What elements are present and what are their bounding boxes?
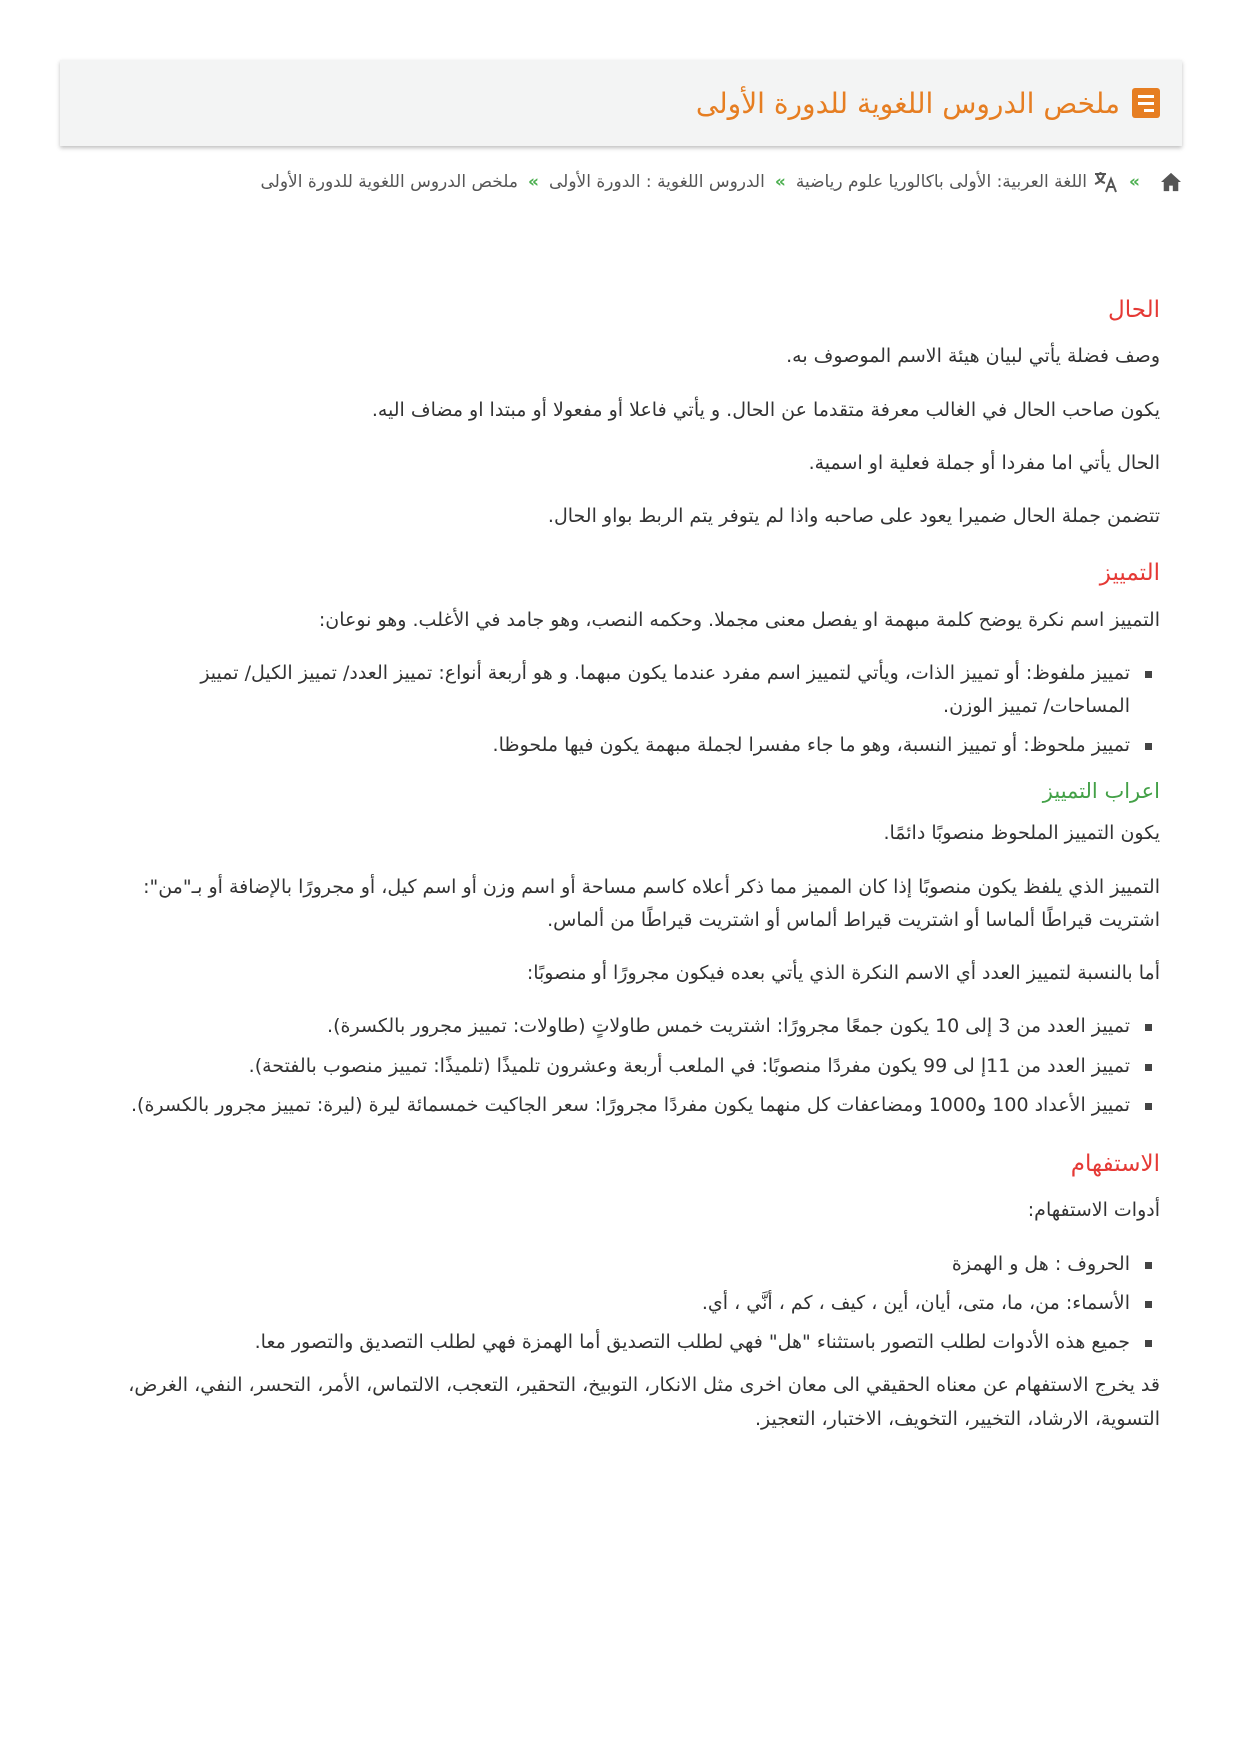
list-item: تمييز العدد من 11إ لى 99 يكون مفردًا منصوبًا: في الملعب أربعة وعشرون تلميذًا (تلميذًا: تمييز منصوب بالفتحة).	[110, 1050, 1130, 1083]
i3rab-paragraph: التمييز الذي يلفظ يكون منصوبًا إذا كان المميز مما ذكر أعلاه كاسم مساحة أو اسم وزن أو اسم كيل، أو مجرورًا بالإضافة أو بـ"من": اشتريت قيراطًا ألماسا أو اشتريت قيراط ألماس أو اشتريت قيراطًا من ألماس.	[143, 875, 1160, 931]
breadcrumb-item-lessons[interactable]: الدروس اللغوية : الدورة الأولى	[549, 172, 765, 192]
breadcrumb-separator: »	[774, 172, 786, 192]
section-heading-istifham: الاستفهام	[1070, 1151, 1160, 1177]
hal-paragraph: تتضمن جملة الحال ضميرا يعود على صاحبه واذا لم يتوفر يتم الربط بواو الحال.	[547, 505, 1160, 527]
section-heading-hal: الحال	[1108, 297, 1160, 323]
article-content	[80, 290, 1160, 1456]
tamyiz-types-list	[80, 657, 1160, 763]
list-item: الأسماء: من، ما، متى، أيان، أين ، كيف ، كم ، أنَّي ، أي.	[110, 1287, 1130, 1320]
i3rab-paragraph: يكون التمييز الملحوظ منصوبًا دائمًا.	[883, 822, 1160, 845]
tamyiz-intro: التمييز اسم نكرة يوضح كلمة مبهمة او يفصل معنى مجملا. وحكمه النصب، وهو جامد في الأغلب. وهو نوعان:	[318, 608, 1160, 631]
translate-icon	[1093, 170, 1119, 194]
list-item: تمييز ملفوظ: أو تمييز الذات، ويأتي لتمييز اسم مفرد عندما يكون مبهما. و هو أربعة أنواع: تمييز العدد/ تمييز الكيل/ تمييز المساحات/ تمييز الوزن.	[110, 657, 1130, 724]
breadcrumb	[60, 170, 1182, 194]
list-item: تمييز العدد من 3 إلى 10 يكون جمعًا مجرورًا: اشتريت خمس طاولاتٍ (طاولات: تمييز مجرور بالكسرة).	[110, 1010, 1130, 1043]
hal-paragraph: يكون صاحب الحال في الغالب معرفة متقدما عن الحال. و يأتي فاعلا أو مفعولا أو مبتدا او مضاف اليه.	[371, 398, 1160, 421]
istifham-intro: أدوات الاستفهام:	[1027, 1199, 1160, 1222]
list-item: الحروف : هل و الهمزة	[110, 1248, 1130, 1281]
breadcrumb-item-current: ملخص الدروس اللغوية للدورة الأولى	[260, 172, 519, 192]
hal-paragraph: وصف فضلة يأتي لبيان هيئة الاسم الموصوف به.	[786, 345, 1160, 368]
list-item: تمييز ملحوظ: أو تمييز النسبة، وهو ما جاء مفسرا لجملة مبهمة يكون فيها ملحوظا.	[110, 729, 1130, 762]
home-icon[interactable]	[1160, 172, 1182, 192]
document-icon	[1132, 88, 1160, 118]
breadcrumb-separator: »	[1129, 172, 1140, 192]
page-title: ملخص الدروس اللغوية للدورة الأولى	[695, 86, 1120, 120]
breadcrumb-separator: »	[528, 172, 539, 192]
list-item: تمييز الأعداد 100 و1000 ومضاعفات كل منهما يكون مفردًا مجرورًا: سعر الجاكيت خمسمائة ليرة (ليرة: تمييز مجرور بالكسرة).	[110, 1089, 1130, 1122]
list-item: جميع هذه الأدوات لطلب التصور باستثناء "هل" فهي لطلب التصديق أما الهمزة فهي لطلب التصديق والتصور معا.	[110, 1326, 1130, 1359]
istifham-tools-list	[80, 1248, 1160, 1360]
subheading-i3rab-tamyiz: اعراب التمييز	[1042, 778, 1160, 803]
breadcrumb-item-subject[interactable]: اللغة العربية: الأولى باكالوريا علوم رياضية	[795, 172, 1088, 192]
section-heading-tamyiz: التمييز	[1099, 560, 1160, 587]
i3rab-paragraph: أما بالنسبة لتمييز العدد أي الاسم النكرة الذي يأتي بعده فيكون مجرورًا أو منصوبًا:	[526, 962, 1160, 984]
hal-paragraph: الحال يأتي اما مفردا أو جملة فعلية او اسمية.	[808, 451, 1160, 474]
page-header	[60, 60, 1182, 146]
istifham-closing: قد يخرج الاستفهام عن معناه الحقيقي الى معان اخرى مثل الانكار، التوبيخ، التحقير، التعجب، الالتماس، الأمر، التحسر، النفي، الغرض، التسوية، الارشاد، التخيير، التخويف، الاختبار، التعجيز.	[128, 1374, 1160, 1430]
number-rules-list	[80, 1010, 1160, 1122]
